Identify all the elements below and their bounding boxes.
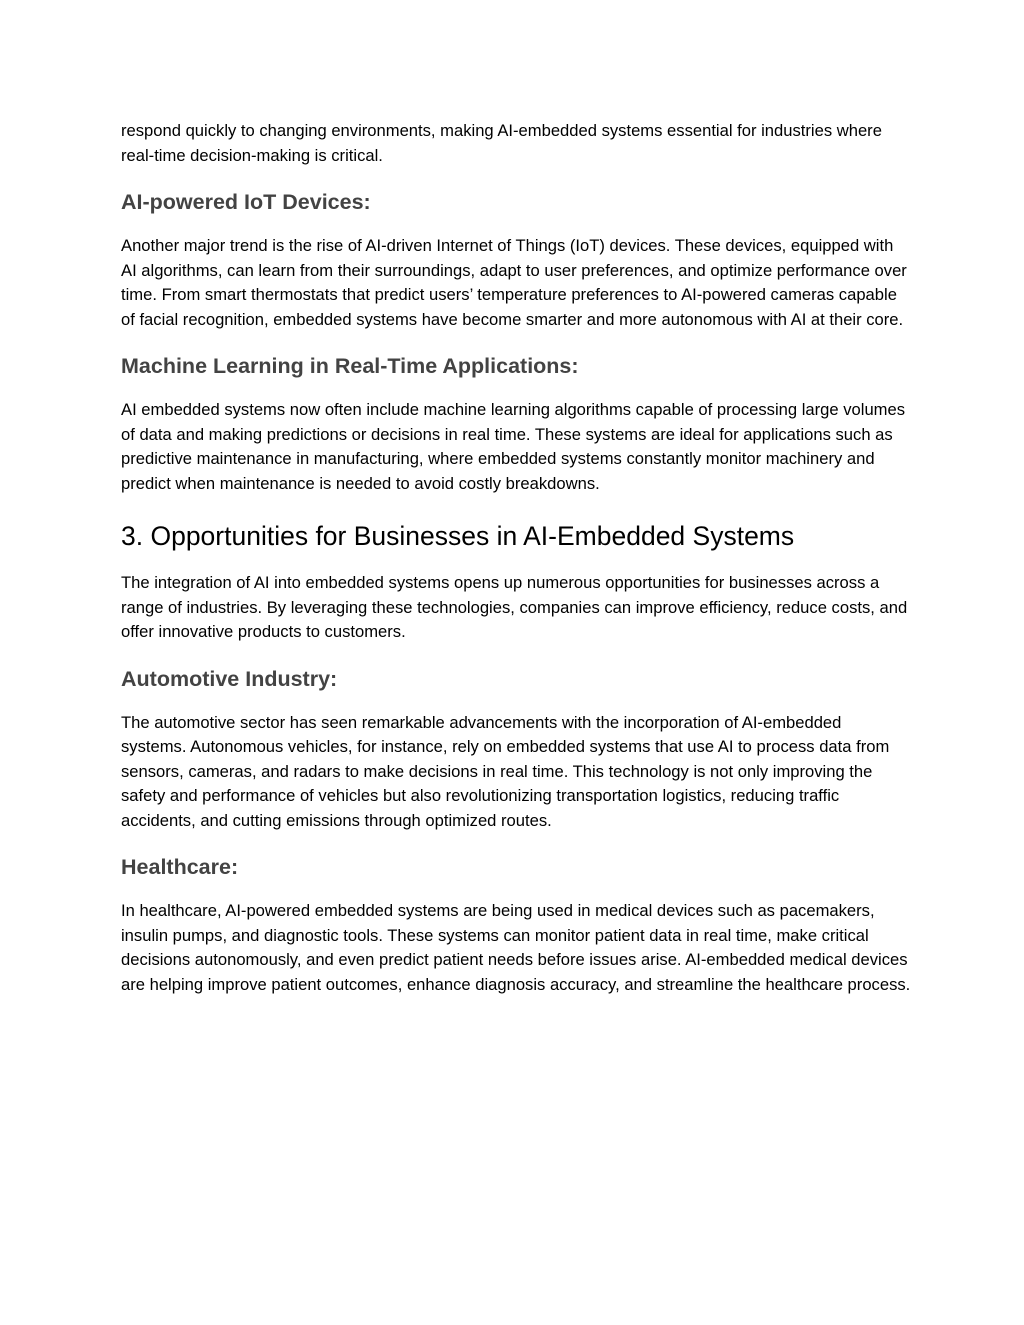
document-page [121,119,911,997]
heading-healthcare: Healthcare: [121,855,239,879]
paragraph-ai-powered-iot-devices: Another major trend is the rise of AI-driven Internet of Things (IoT) devices. These devices, equipped with AI algorithms, can learn from their surroundings, adapt to user preferences, and optimize performance over time. From smart thermostats that predict users’ temperature preferences to AI-powered cameras capable of facial recognition, embedded systems have become smarter and more autonomous with AI at their core. [121,236,907,329]
paragraph-machine-learning-real-time: AI embedded systems now often include machine learning algorithms capable of processing large volumes of data and making predictions or decisions in real time. These systems are ideal for applications such as predictive maintenance in manufacturing, where embedded systems constantly monitor machinery and predict when maintenance is needed to avoid costly breakdowns. [121,400,906,493]
heading-ai-powered-iot-devices: AI-powered IoT Devices: [121,190,371,214]
heading-automotive-industry: Automotive Industry: [121,666,338,691]
paragraph-automotive-industry: The automotive sector has seen remarkable advancements with the incorporation of AI-embedded systems. Autonomous vehicles, for instance, rely on embedded systems that use AI to process data from sensors, cameras, and radars to make decisions in real time. This technology is not only improving the safety and performance of vehicles but also revolutionizing transportation logistics, reducing traffic accidents, and cutting emissions through optimized routes. [121,712,890,830]
section-heading-opportunities: 3. Opportunities for Businesses in AI-Embedded Systems [121,521,795,551]
heading-machine-learning-real-time: Machine Learning in Real-Time Applications: [121,354,579,378]
paragraph-opportunities: The integration of AI into embedded systems opens up numerous opportunities for businesses across a range of industries. By leveraging these technologies, companies can improve efficiency, reduce costs, and offer innovative products to customers. [121,573,908,641]
paragraph-healthcare: In healthcare, AI-powered embedded systems are being used in medical devices such as pacemakers, insulin pumps, and diagnostic tools. These systems can monitor patient data in real time, make critical decisions autonomously, and even predict patient needs before issues arise. AI-embedded medical devices are helping improve patient outcomes, enhance diagnosis accuracy, and streamline the healthcare process. [121,901,911,994]
intro-paragraph: respond quickly to changing environments, making AI-embedded systems essential for industries where real-time decision-making is critical. [121,121,882,165]
